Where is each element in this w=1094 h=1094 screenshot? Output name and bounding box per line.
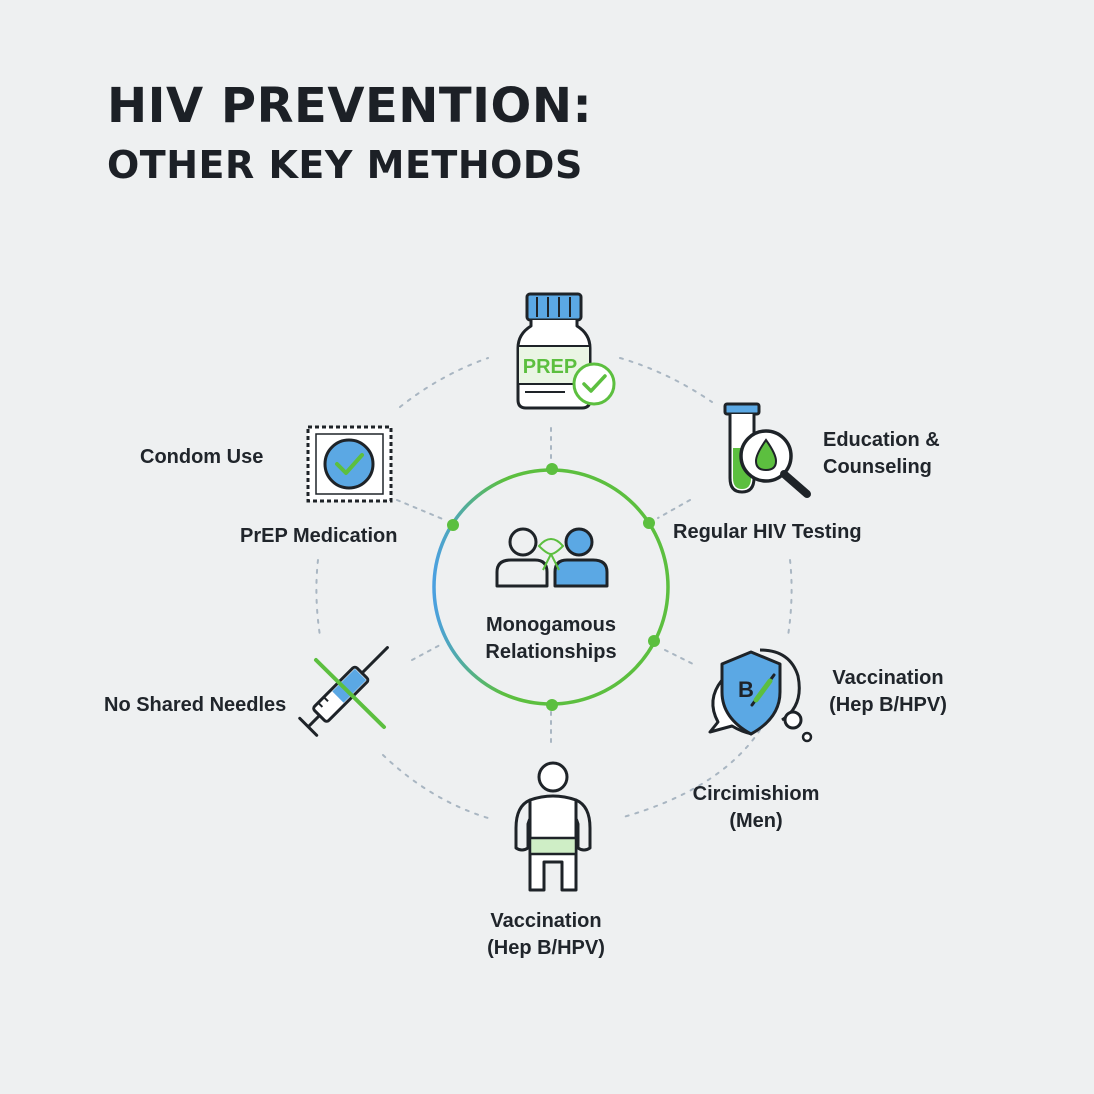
vaccination-right-line-1: Vaccination — [832, 667, 944, 689]
circumcision-label — [693, 781, 820, 835]
center-label-line-2: Relationships — [485, 641, 617, 663]
person-waistband-icon — [516, 763, 590, 890]
shield-letter: B — [738, 677, 754, 702]
prep-bottle-icon — [518, 294, 614, 408]
vaccination-bottom-line-1: Vaccination — [490, 910, 602, 932]
center-label — [485, 612, 616, 666]
vaccination-bottom-line-2: (Hep B/HPV) — [487, 937, 605, 959]
hiv-testing-label: Regular HIV Testing — [673, 521, 862, 543]
title-line-1: HIV PREVENTION: — [107, 78, 593, 134]
prep-badge-text: PREP — [522, 356, 578, 378]
prep-medication-label: PrEP Medication — [240, 525, 398, 547]
education-label-line-2: Counseling — [823, 456, 932, 478]
condom-package-icon — [308, 427, 391, 501]
vaccination-bottom-label — [487, 908, 605, 962]
two-people-icon — [497, 529, 607, 586]
condom-use-label: Condom Use — [140, 446, 264, 468]
vaccination-right-line-2: (Hep B/HPV) — [829, 694, 947, 716]
circumcision-line-1: Circimishiom — [692, 783, 820, 805]
title-line-2: OTHER KEY METHODS — [107, 143, 583, 187]
spoke-connectors — [397, 428, 695, 748]
circumcision-line-2: (Men) — [729, 810, 783, 832]
shield-vaccine-icon — [710, 650, 811, 741]
education-label-line-1: Education & — [823, 429, 940, 451]
center-ring — [434, 470, 668, 704]
test-tube-magnifier-icon — [725, 404, 807, 494]
crossed-syringe-icon — [300, 639, 396, 735]
education-label — [823, 427, 940, 481]
center-label-line-1: Monogamous — [485, 614, 616, 636]
vaccination-right-label — [829, 665, 947, 719]
no-shared-needles-label: No Shared Needles — [104, 694, 287, 716]
